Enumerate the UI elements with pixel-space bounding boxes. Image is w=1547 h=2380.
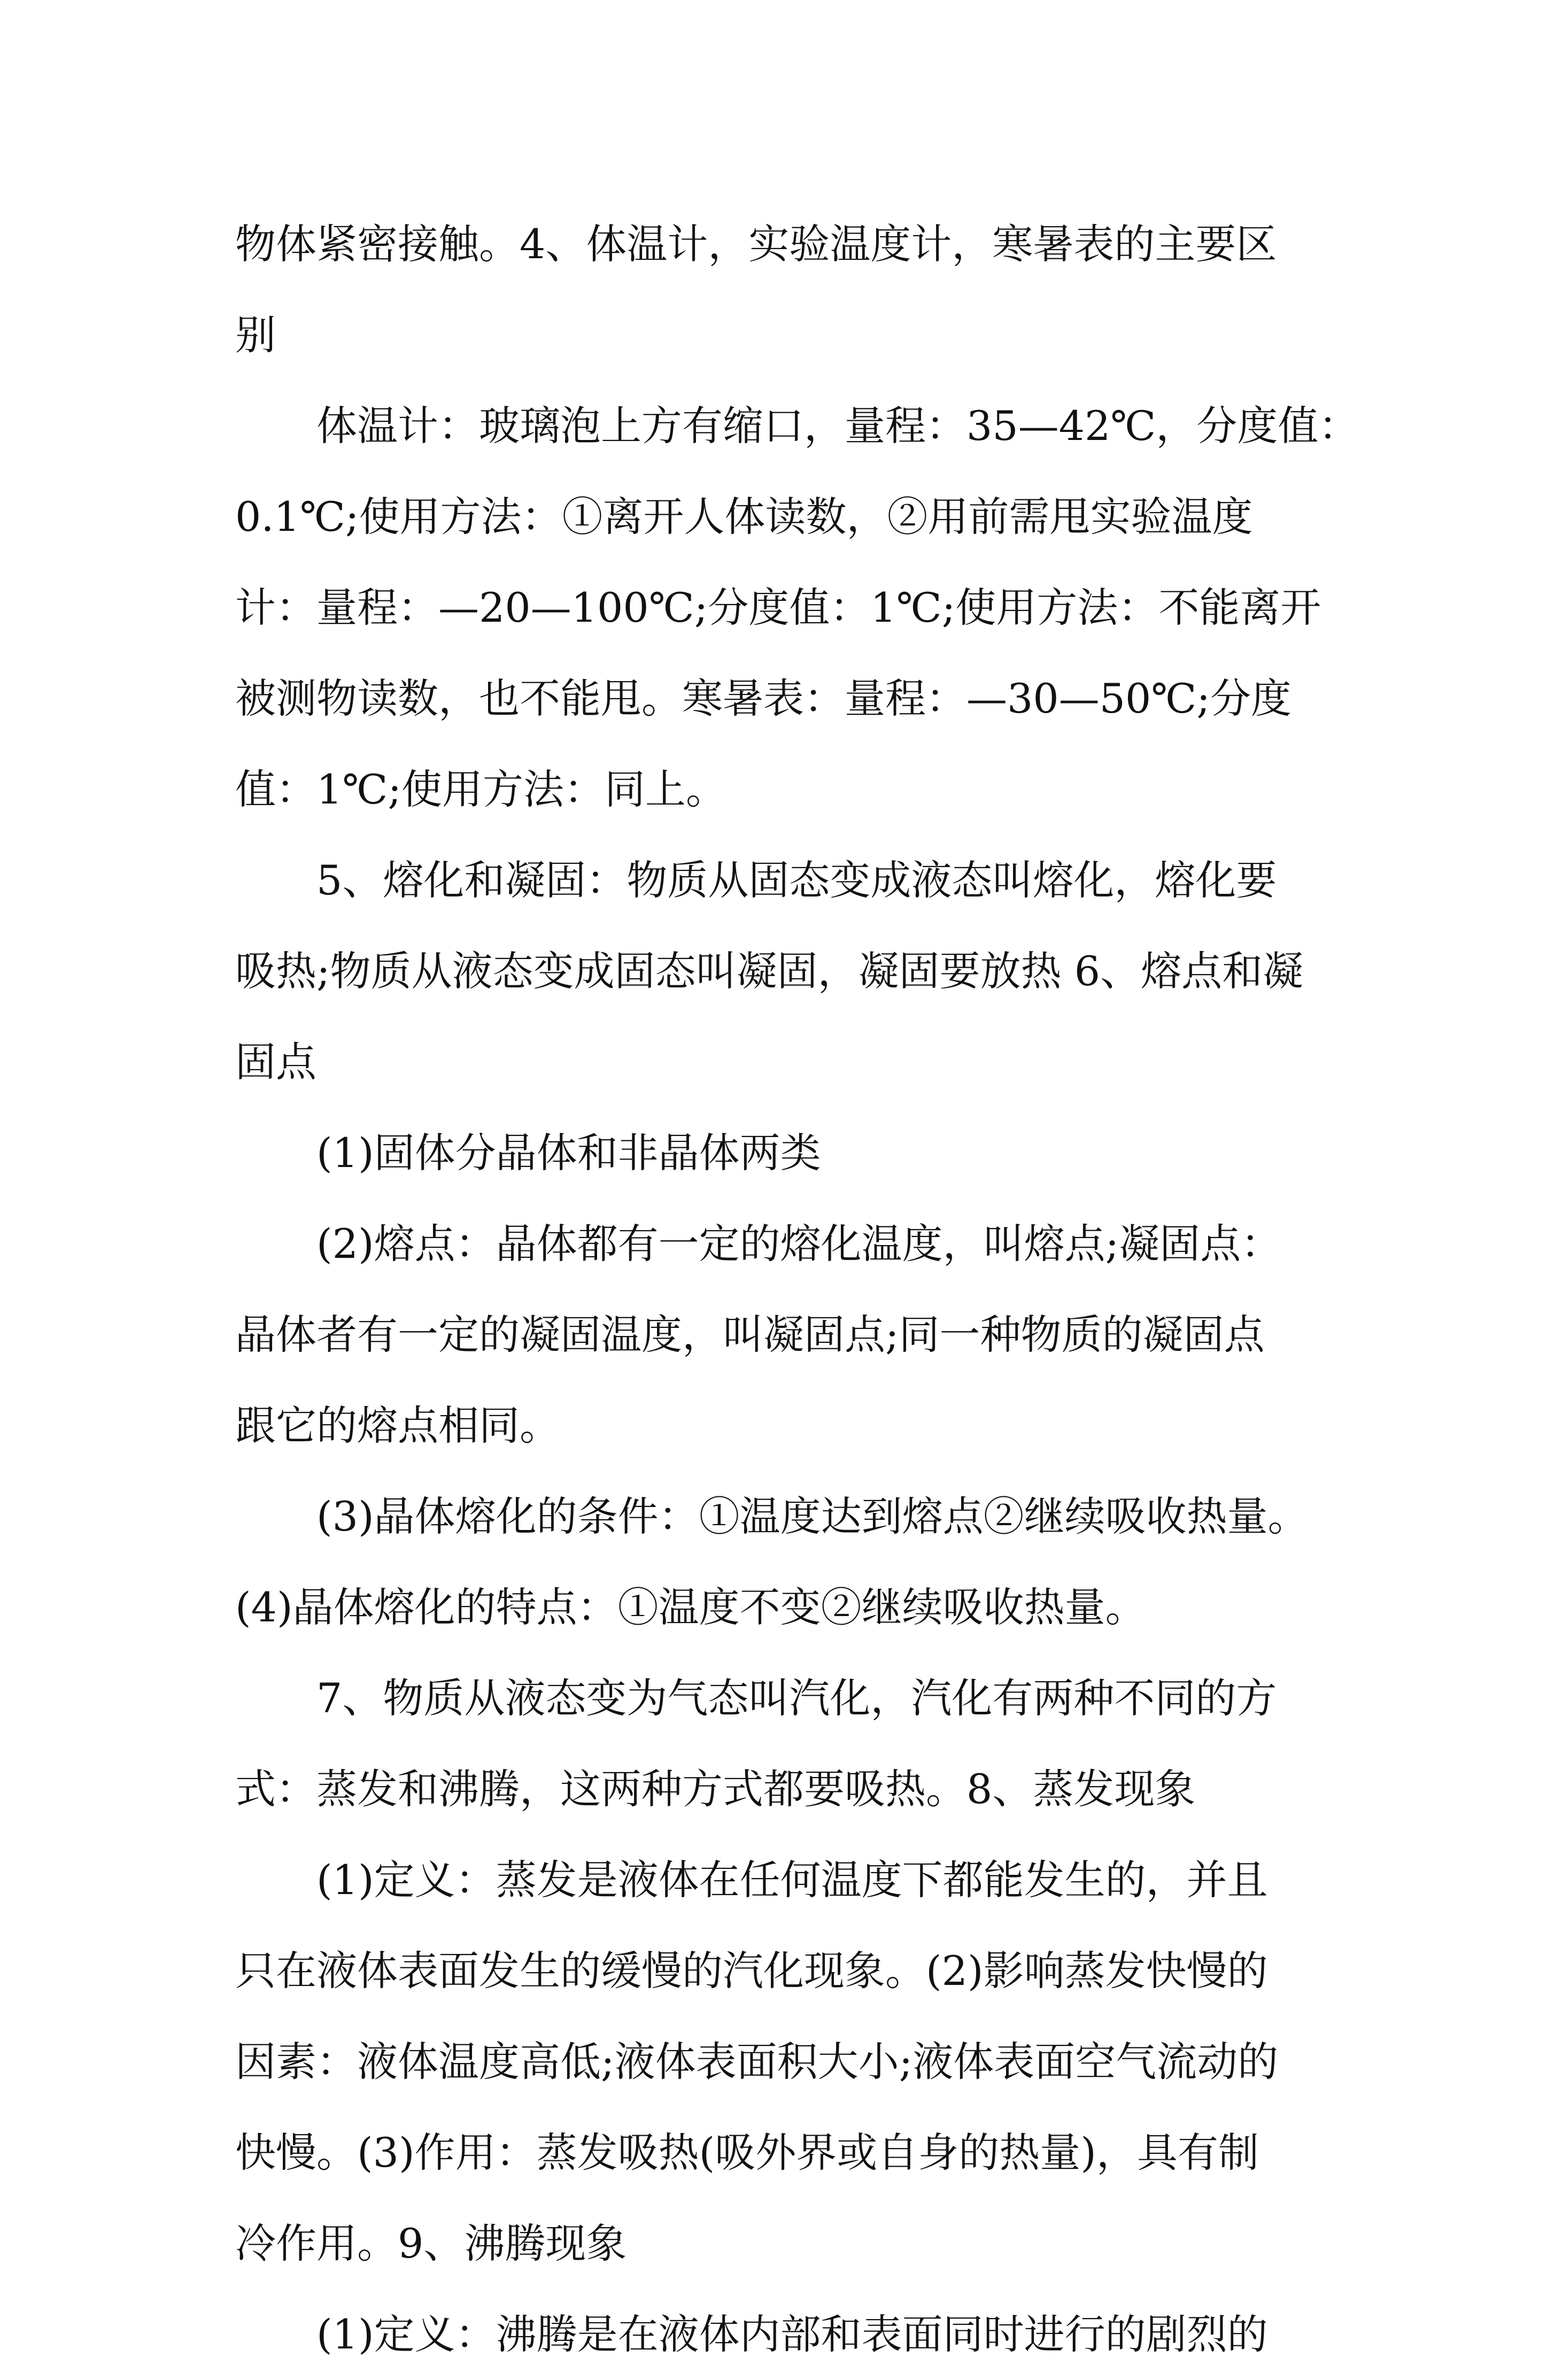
text-line: (4)晶体熔化的特点：①温度不变②继续吸收热量。: [235, 1583, 1146, 1631]
document-page: [235, 199, 1359, 2380]
text-line: 5、熔化和凝固：物质从固态变成液态叫熔化，熔化要: [316, 856, 1277, 904]
text-line: 晶体者有一定的凝固温度，叫凝固点;同一种物质的凝固点: [235, 1311, 1265, 1358]
text-line: (2)熔点：晶体都有一定的熔化温度，叫熔点;凝固点：: [316, 1220, 1282, 1268]
text-line: 因素：液体温度高低;液体表面积大小;液体表面空气流动的: [235, 2038, 1279, 2085]
text-line: (1)定义：沸腾是在液体内部和表面同时进行的剧烈的: [316, 2311, 1268, 2358]
text-line: 值：1℃;使用方法：同上。: [235, 766, 726, 813]
text-line: 0.1℃;使用方法：①离开人体读数，②用前需甩实验温度: [235, 493, 1253, 540]
text-line: 别: [235, 311, 276, 359]
text-line: 跟它的熔点相同。: [235, 1402, 560, 1449]
text-line: 计：量程：—20—100℃;分度值：1℃;使用方法：不能离开: [235, 584, 1321, 631]
text-line: (1)固体分晶体和非晶体两类: [316, 1129, 821, 1177]
text-line: (1)定义：蒸发是液体在任何温度下都能发生的，并且: [316, 1856, 1268, 1904]
text-line: 冷作用。9、沸腾现象: [235, 2220, 627, 2267]
text-line: 被测物读数，也不能甩。寒暑表：量程：—30—50℃;分度: [235, 675, 1292, 722]
text-line: 固点: [235, 1038, 316, 1086]
text-line: 体温计：玻璃泡上方有缩口，量程：35—42℃，分度值：: [316, 402, 1359, 450]
text-line: (3)晶体熔化的条件：①温度达到熔点②继续吸收热量。: [316, 1493, 1309, 1540]
text-line: 式：蒸发和沸腾，这两种方式都要吸热。8、蒸发现象: [235, 1765, 1196, 1813]
text-line: 7、物质从液态变为气态叫汽化，汽化有两种不同的方: [316, 1674, 1277, 1722]
text-line: 快慢。(3)作用：蒸发吸热(吸外界或自身的热量)，具有制: [235, 2129, 1259, 2176]
text-line: 物体紧密接触。4、体温计，实验温度计，寒暑表的主要区: [235, 220, 1277, 268]
text-line: 吸热;物质从液态变成固态叫凝固，凝固要放热 6、熔点和凝: [235, 947, 1304, 995]
text-line: 只在液体表面发生的缓慢的汽化现象。(2)影响蒸发快慢的: [235, 1947, 1268, 1995]
